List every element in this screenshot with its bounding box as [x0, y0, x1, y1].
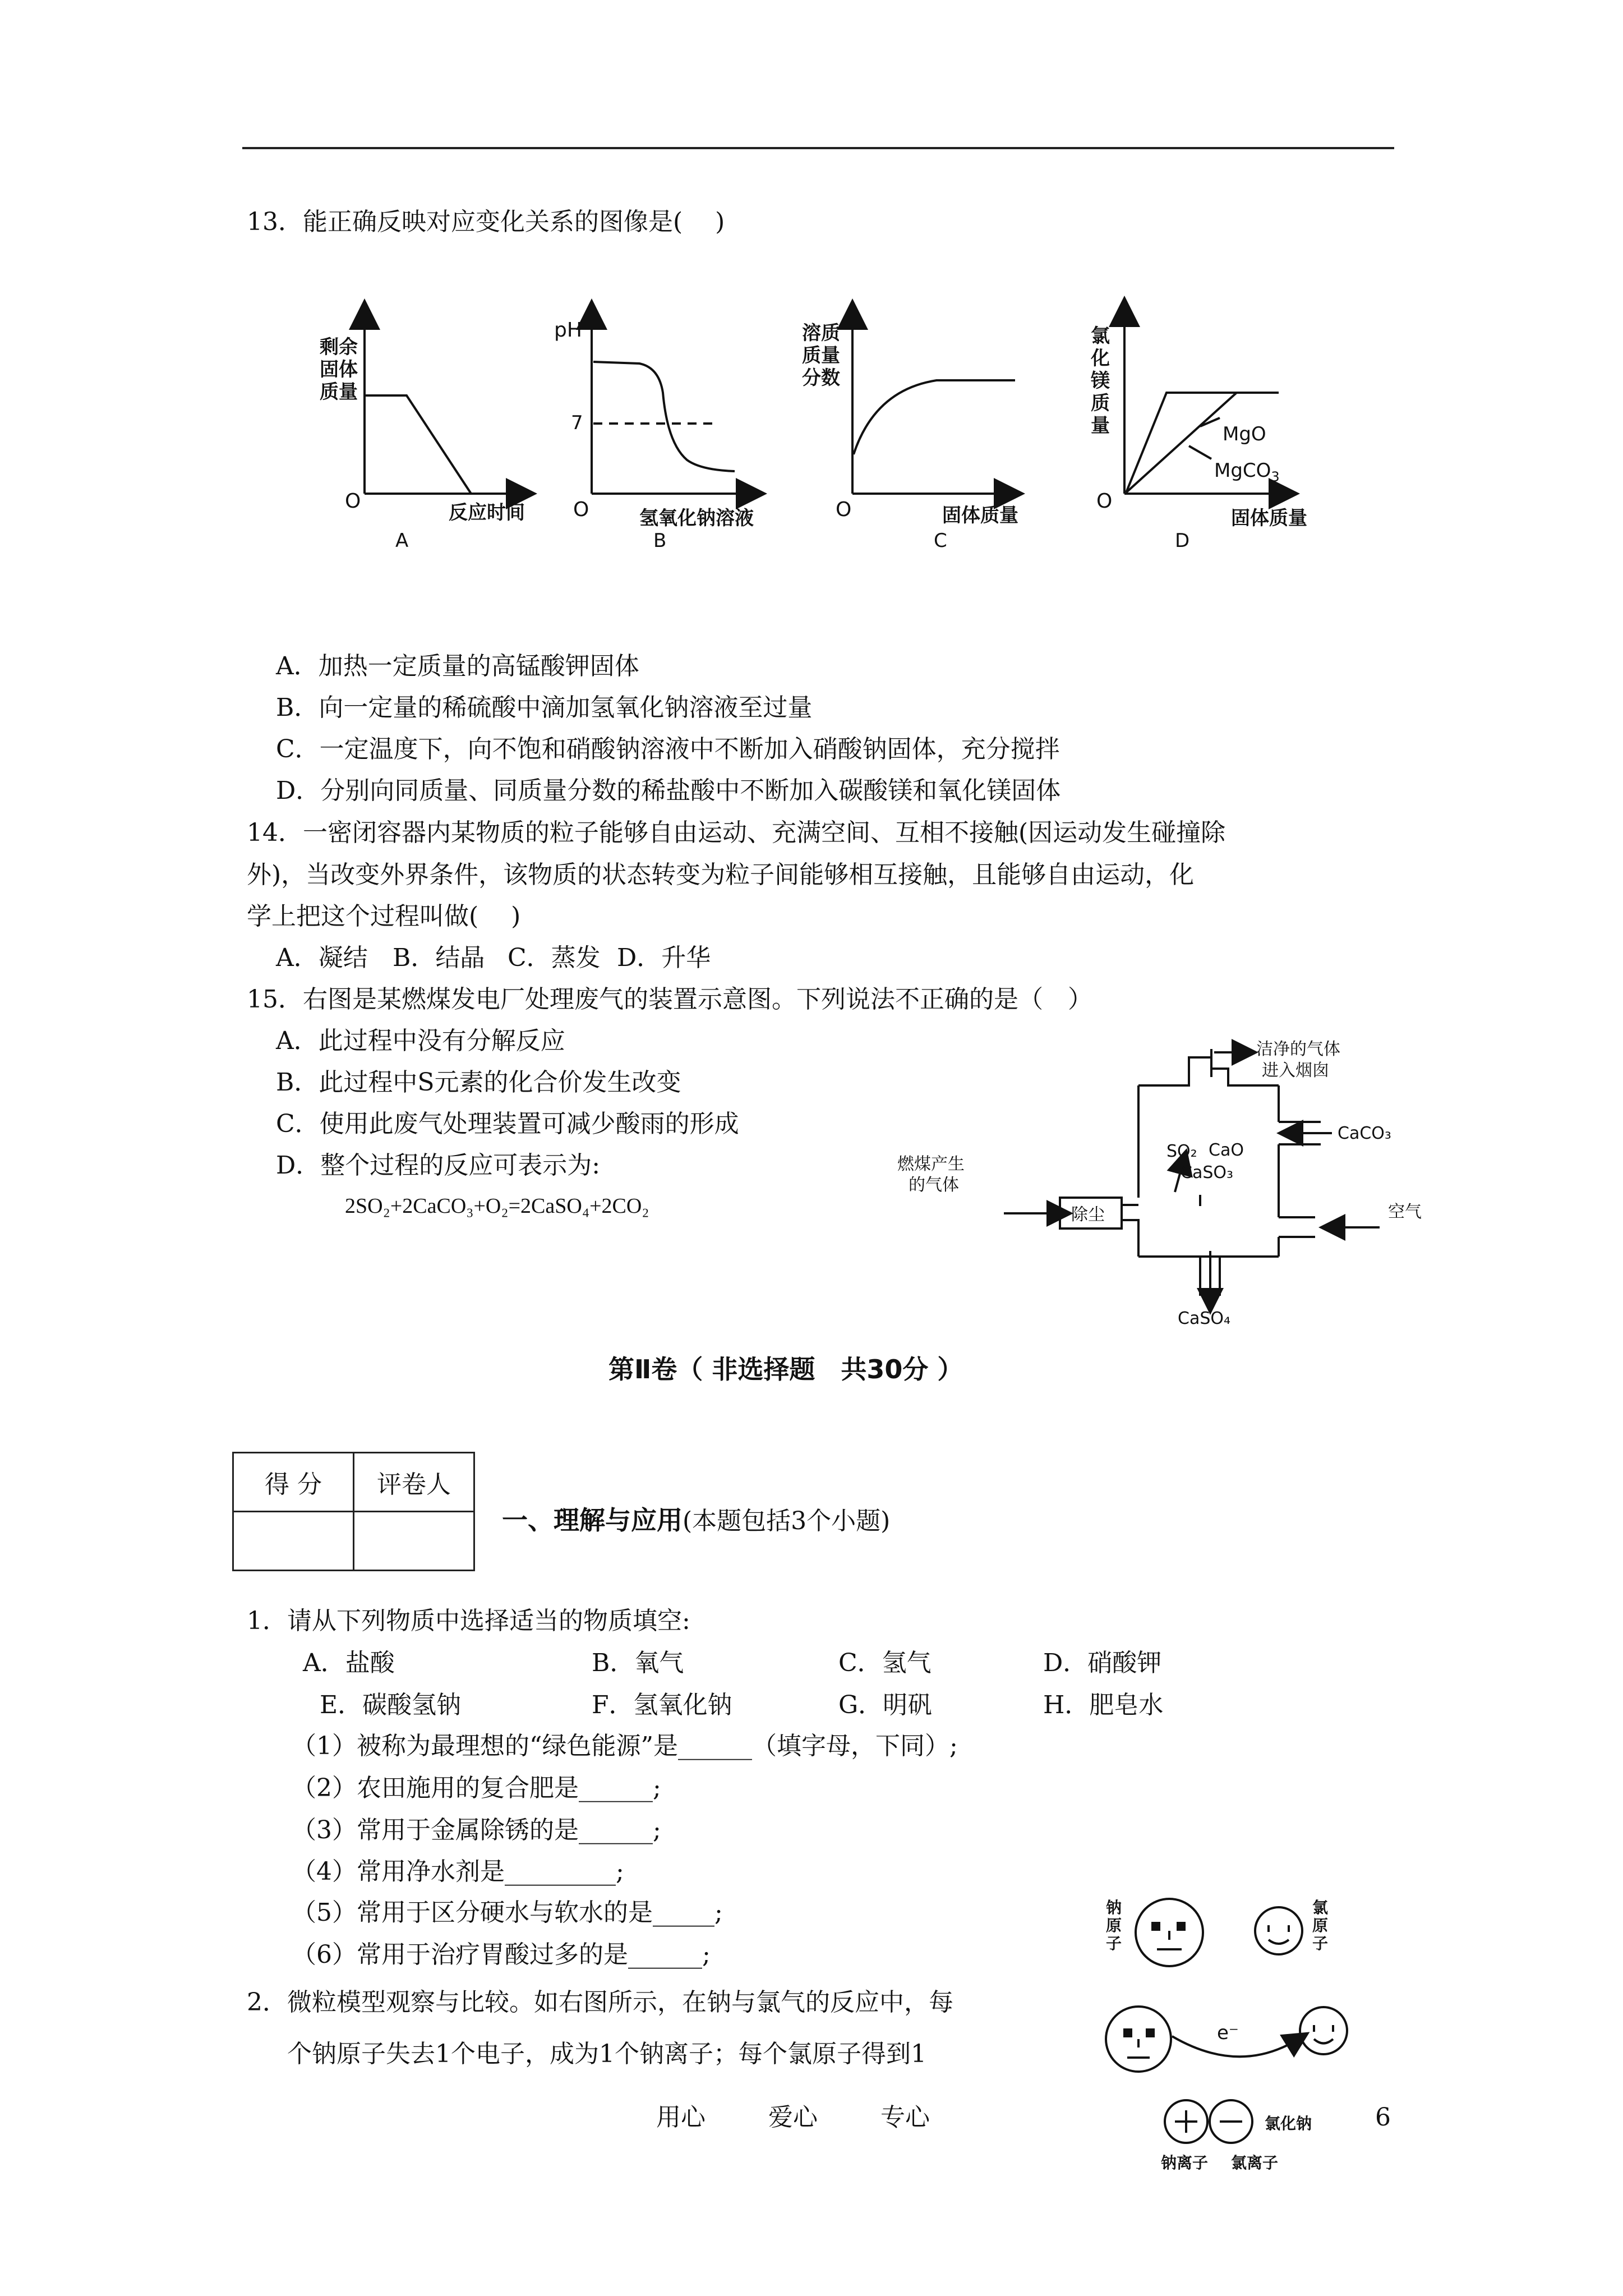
diagram-coal-gas-1: 燃煤产生	[897, 1154, 965, 1174]
q15-stem: 15．右图是某燃煤发电厂处理废气的装置示意图。下列说法不正确的是（ ）	[247, 985, 1092, 1014]
q13-option-a: A．加热一定质量的高锰酸钾固体	[276, 652, 639, 680]
q13-option-c: C．一定温度下，向不饱和硝酸钠溶液中不断加入硝酸钠固体，充分搅拌	[276, 735, 1060, 763]
svg-text:溶质: 溶质	[802, 322, 840, 344]
q15-option-d: D．整个过程的反应可表示为:	[276, 1151, 601, 1180]
diagram-clean-gas-1: 洁净的气体	[1256, 1039, 1340, 1059]
diagram-clean-gas-2: 进入烟囱	[1262, 1061, 1329, 1080]
svg-text:原: 原	[1312, 1916, 1329, 1935]
diagram-caso4: CaSO₄	[1178, 1309, 1231, 1328]
graph-c-xlabel: 固体质量	[942, 504, 1018, 527]
graph-d-xlabel: 固体质量	[1231, 507, 1307, 530]
graph-a-curve	[365, 395, 471, 494]
diagram-air: 空气	[1388, 1202, 1422, 1222]
diagram-electron: e⁻	[1217, 2022, 1239, 2044]
q2-particle-diagram	[1094, 1890, 1430, 2182]
q1-blank-5: （5）常用于区分硬水与软水的是_____;	[292, 1898, 723, 1927]
footer-slogan-1: 用心	[656, 2103, 706, 2132]
diagram-so2: SO₂	[1166, 1142, 1197, 1161]
q1-choice-c: C．氢气	[838, 1649, 932, 1677]
svg-text:钠: 钠	[1106, 1898, 1122, 1917]
q1-choice-f: F．氢氧化钠	[592, 1691, 732, 1719]
q1-blank-1: （1）被称为最理想的“绿色能源”是______（填字母，下同）;	[292, 1732, 958, 1760]
diagram-dust: 除尘	[1071, 1205, 1105, 1225]
q1-choice-e: E．碳酸氢钠	[320, 1691, 462, 1719]
diagram-cao: CaO	[1209, 1140, 1244, 1160]
part2-title: 第Ⅱ卷（ 非选择题 共30分 ）	[608, 1354, 963, 1384]
graph-b-ylabel: pH	[554, 319, 582, 342]
q1-blank-3: （3）常用于金属除锈的是______;	[292, 1816, 661, 1844]
graph-b-xlabel: 氢氧化钠溶液	[639, 507, 754, 530]
q2-line-2: 个钠原子失去1个电子，成为1个钠离子；每个氯原子得到1	[287, 2040, 926, 2068]
section-heading	[502, 1503, 890, 1538]
q1-blank-4: （4）常用净水剂是_________;	[292, 1857, 624, 1886]
page-number: 6	[1375, 2103, 1391, 2132]
graph-b-mark: 7	[571, 412, 583, 434]
q1-choice-d: D．硝酸钾	[1043, 1649, 1162, 1677]
svg-text:子: 子	[1312, 1934, 1329, 1953]
graph-d-caption: D	[1175, 530, 1190, 552]
graph-c-origin: O	[836, 498, 852, 521]
graph-d-mgco3-leader	[1189, 446, 1211, 459]
q14-line-2: 外)，当改变外界条件，该物质的状态转变为粒子间能够相互接触，且能够自由运动，化	[247, 861, 1195, 889]
q15-equation: 2SO₂+2CaCO₃+O₂=2CaSO₄+2CO₂	[345, 1194, 649, 1218]
svg-text:原: 原	[1106, 1916, 1122, 1935]
q14-option-d: D．升华	[617, 944, 711, 972]
svg-text:分数: 分数	[802, 367, 840, 389]
diagram-coal-gas-2: 的气体	[909, 1175, 959, 1195]
q1-choice-h: H．肥皂水	[1043, 1691, 1164, 1719]
footer-slogan-3: 专心	[880, 2103, 930, 2132]
diagram-nacl: 氯化钠	[1265, 2114, 1312, 2133]
grader-col-label: 评卷人	[354, 1453, 474, 1512]
svg-text:化: 化	[1091, 347, 1110, 370]
graph-b-curve	[593, 362, 735, 471]
svg-text:质: 质	[1091, 392, 1110, 415]
section-heading-bold: 一、理解与应用	[502, 1505, 683, 1535]
graph-d-origin: O	[1096, 490, 1113, 513]
q14-option-a: A．凝结	[276, 944, 368, 972]
graph-b-caption: B	[653, 530, 667, 552]
graph-a-ylabel-1: 剩余	[320, 336, 358, 358]
graph-c-caption: C	[934, 530, 947, 552]
q15-option-b: B．此过程中S元素的化合价发生改变	[276, 1068, 681, 1097]
score-table	[232, 1452, 475, 1571]
q13-stem: 13．能正确反映对应变化关系的图像是( )	[247, 208, 725, 236]
diagram-na-ion: 钠离子	[1161, 2154, 1209, 2172]
footer-slogan-2: 爱心	[768, 2103, 818, 2132]
svg-text:质量: 质量	[320, 381, 358, 403]
diagram-cl-ion: 氯离子	[1231, 2154, 1279, 2172]
graph-a-caption: A	[395, 530, 409, 552]
svg-text:质量: 质量	[802, 344, 840, 367]
q14-option-c: C．蒸发	[508, 944, 601, 972]
graph-d-series-mgco3: MgCO$_3$	[1214, 459, 1280, 485]
q1-blank-6: （6）常用于治疗胃酸过多的是______;	[292, 1940, 711, 1969]
graph-a-origin: O	[345, 490, 361, 513]
q15-apparatus-diagram	[897, 1027, 1458, 1341]
diagram-caco3: CaCO₃	[1338, 1124, 1391, 1143]
q1-blank-2: （2）农田施用的复合肥是______;	[292, 1774, 661, 1802]
q1-stem: 1．请从下列物质中选择适当的物质填空:	[247, 1607, 690, 1635]
q13-option-d: D．分别向同质量、同质量分数的稀盐酸中不断加入碳酸镁和氧化镁固体	[276, 776, 1061, 805]
q1-choice-a: A．盐酸	[303, 1649, 395, 1677]
svg-text:子: 子	[1106, 1934, 1122, 1953]
q14-line-1: 14．一密闭容器内某物质的粒子能够自由运动、充满空间、互相不接触(因运动发生碰撞除	[247, 818, 1226, 847]
q2-line-1: 2．微粒模型观察与比较。如右图所示，在钠与氯气的反应中，每	[247, 1988, 953, 2017]
svg-text:氯: 氯	[1091, 325, 1110, 347]
svg-text:氯: 氯	[1312, 1898, 1329, 1917]
q14-option-b: B．结晶	[393, 944, 485, 972]
score-cell[interactable]	[233, 1512, 354, 1571]
section-heading-note: (本题包括3个小题)	[683, 1507, 891, 1535]
graph-d-series-mgo: MgO	[1223, 423, 1266, 445]
q15-option-c: C．使用此废气处理装置可减少酸雨的形成	[276, 1110, 739, 1138]
q1-choice-b: B．氧气	[592, 1649, 684, 1677]
svg-text:固体: 固体	[320, 358, 358, 381]
graph-c-curve	[854, 380, 1015, 454]
q13-option-b: B．向一定量的稀硫酸中滴加氢氧化钠溶液至过量	[276, 693, 813, 722]
svg-text:量: 量	[1091, 415, 1110, 437]
svg-text:镁: 镁	[1091, 370, 1110, 392]
q14-line-3: 学上把这个过程叫做( )	[247, 902, 521, 931]
score-col-label: 得 分	[233, 1453, 354, 1512]
q1-choice-g: G．明矾	[838, 1691, 933, 1719]
q13-graphs	[0, 0, 1623, 617]
graph-a-xlabel: 反应时间	[449, 501, 525, 524]
q15-option-a: A．此过程中没有分解反应	[276, 1027, 565, 1055]
grader-cell[interactable]	[354, 1512, 474, 1571]
diagram-caso3: CaSO₃	[1181, 1163, 1234, 1182]
graph-b-origin: O	[573, 498, 589, 521]
